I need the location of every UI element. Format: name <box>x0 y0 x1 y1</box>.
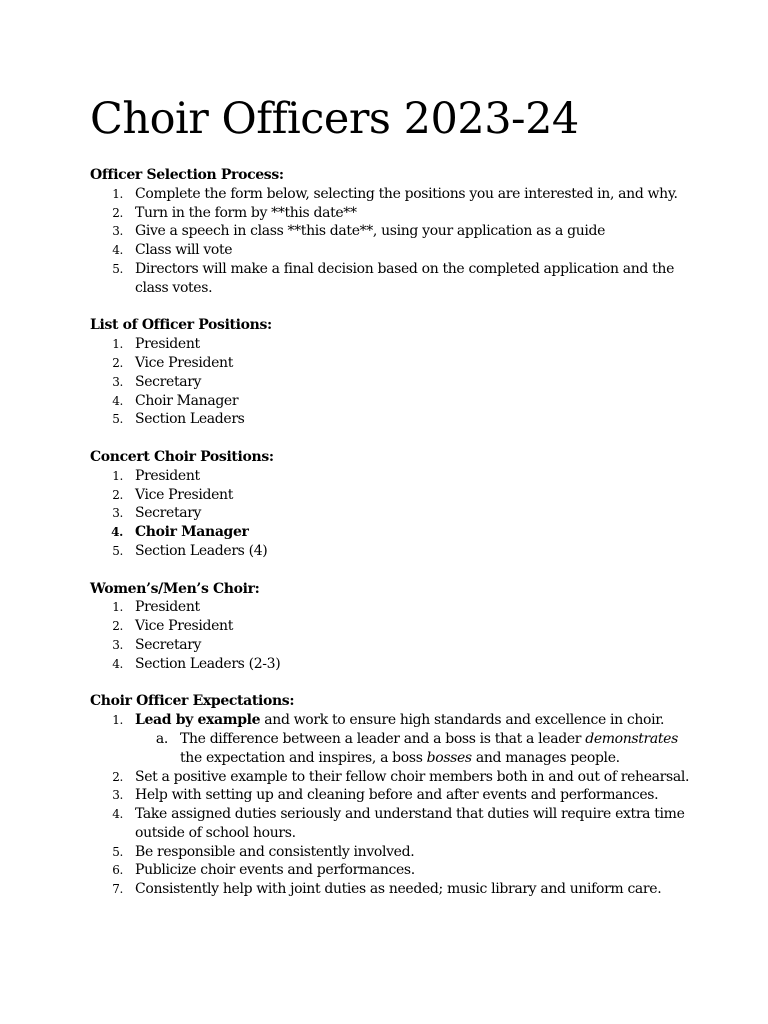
list-item: 2. Vice President <box>112 486 233 503</box>
list-item: 4. Choir Manager <box>111 524 249 541</box>
document-body <box>90 166 690 918</box>
concert-list <box>90 467 690 561</box>
womens-mens-heading: Women’s/Men’s Choir: <box>90 580 260 597</box>
expectations-heading: Choir Officer Expectations: <box>90 693 295 710</box>
selection-section <box>90 166 690 298</box>
list-item: 3. Secretary <box>112 505 202 522</box>
list-item: 4. Class will vote <box>112 242 233 259</box>
list-item: 1. Complete the form below, selecting the positions you are interested in, and why. <box>112 185 678 202</box>
list-item: 1. President <box>112 336 200 353</box>
expectations-section <box>90 692 690 899</box>
list-item: 2. Turn in the form by **this date** <box>112 204 357 221</box>
list-item: 3. Secretary <box>112 373 202 390</box>
list-item: 6. Publicize choir events and performances. <box>112 862 415 879</box>
list-item: 3. Give a speech in class **this date**, using your application as a guide <box>112 223 606 240</box>
positions-section <box>90 316 690 429</box>
list-item: 4. Choir Manager <box>112 392 239 409</box>
positions-heading: List of Officer Positions: <box>90 317 272 334</box>
womens-mens-list <box>90 598 690 673</box>
list-item: 2. Vice President <box>112 618 233 635</box>
list-item: 1. President <box>112 599 200 616</box>
womens-mens-section <box>90 580 690 674</box>
list-item: 5. Be responsible and consistently involved. <box>112 843 415 860</box>
list-item: 2. Vice President <box>112 354 233 371</box>
list-item: 1. Lead by example and work to ensure high standards and excellence in choir. a. The difference between a leader and a boss is that a leader demonstrates the expectation and inspires, a boss bosses and manages people. <box>90 711 690 767</box>
selection-list <box>90 185 690 298</box>
expectations-list <box>90 711 690 899</box>
list-item: 5. Directors will make a final decision based on the completed application and the class votes. <box>112 260 675 296</box>
positions-list <box>90 335 690 429</box>
sub-list <box>135 730 690 768</box>
list-item: 4. Take assigned duties seriously and understand that duties will require extra time outside of school hours. <box>112 806 685 841</box>
concert-section <box>90 448 690 561</box>
selection-heading: Officer Selection Process: <box>90 167 284 183</box>
list-item: 2. Set a positive example to their fellow choir members both in and out of rehearsal. <box>112 768 690 785</box>
list-item: 5. Section Leaders (4) <box>112 542 268 559</box>
list-item: 4. Section Leaders (2-3) <box>112 655 281 672</box>
list-item: 7. Consistently help with joint duties as needed; music library and uniform care. <box>112 881 662 898</box>
sub-list-item: a. The difference between a leader and a boss is that a leader demonstrates the expectation and inspires, a boss bosses and manages people. <box>155 730 678 766</box>
list-item: 3. Secretary <box>112 636 202 653</box>
concert-heading: Concert Choir Positions: <box>90 448 274 465</box>
list-item: 5. Section Leaders <box>112 411 245 428</box>
list-item: 3. Help with setting up and cleaning before and after events and performances. <box>112 787 659 804</box>
list-item: 1. President <box>112 467 200 484</box>
page-title: Choir Officers 2023-24 <box>90 94 579 144</box>
